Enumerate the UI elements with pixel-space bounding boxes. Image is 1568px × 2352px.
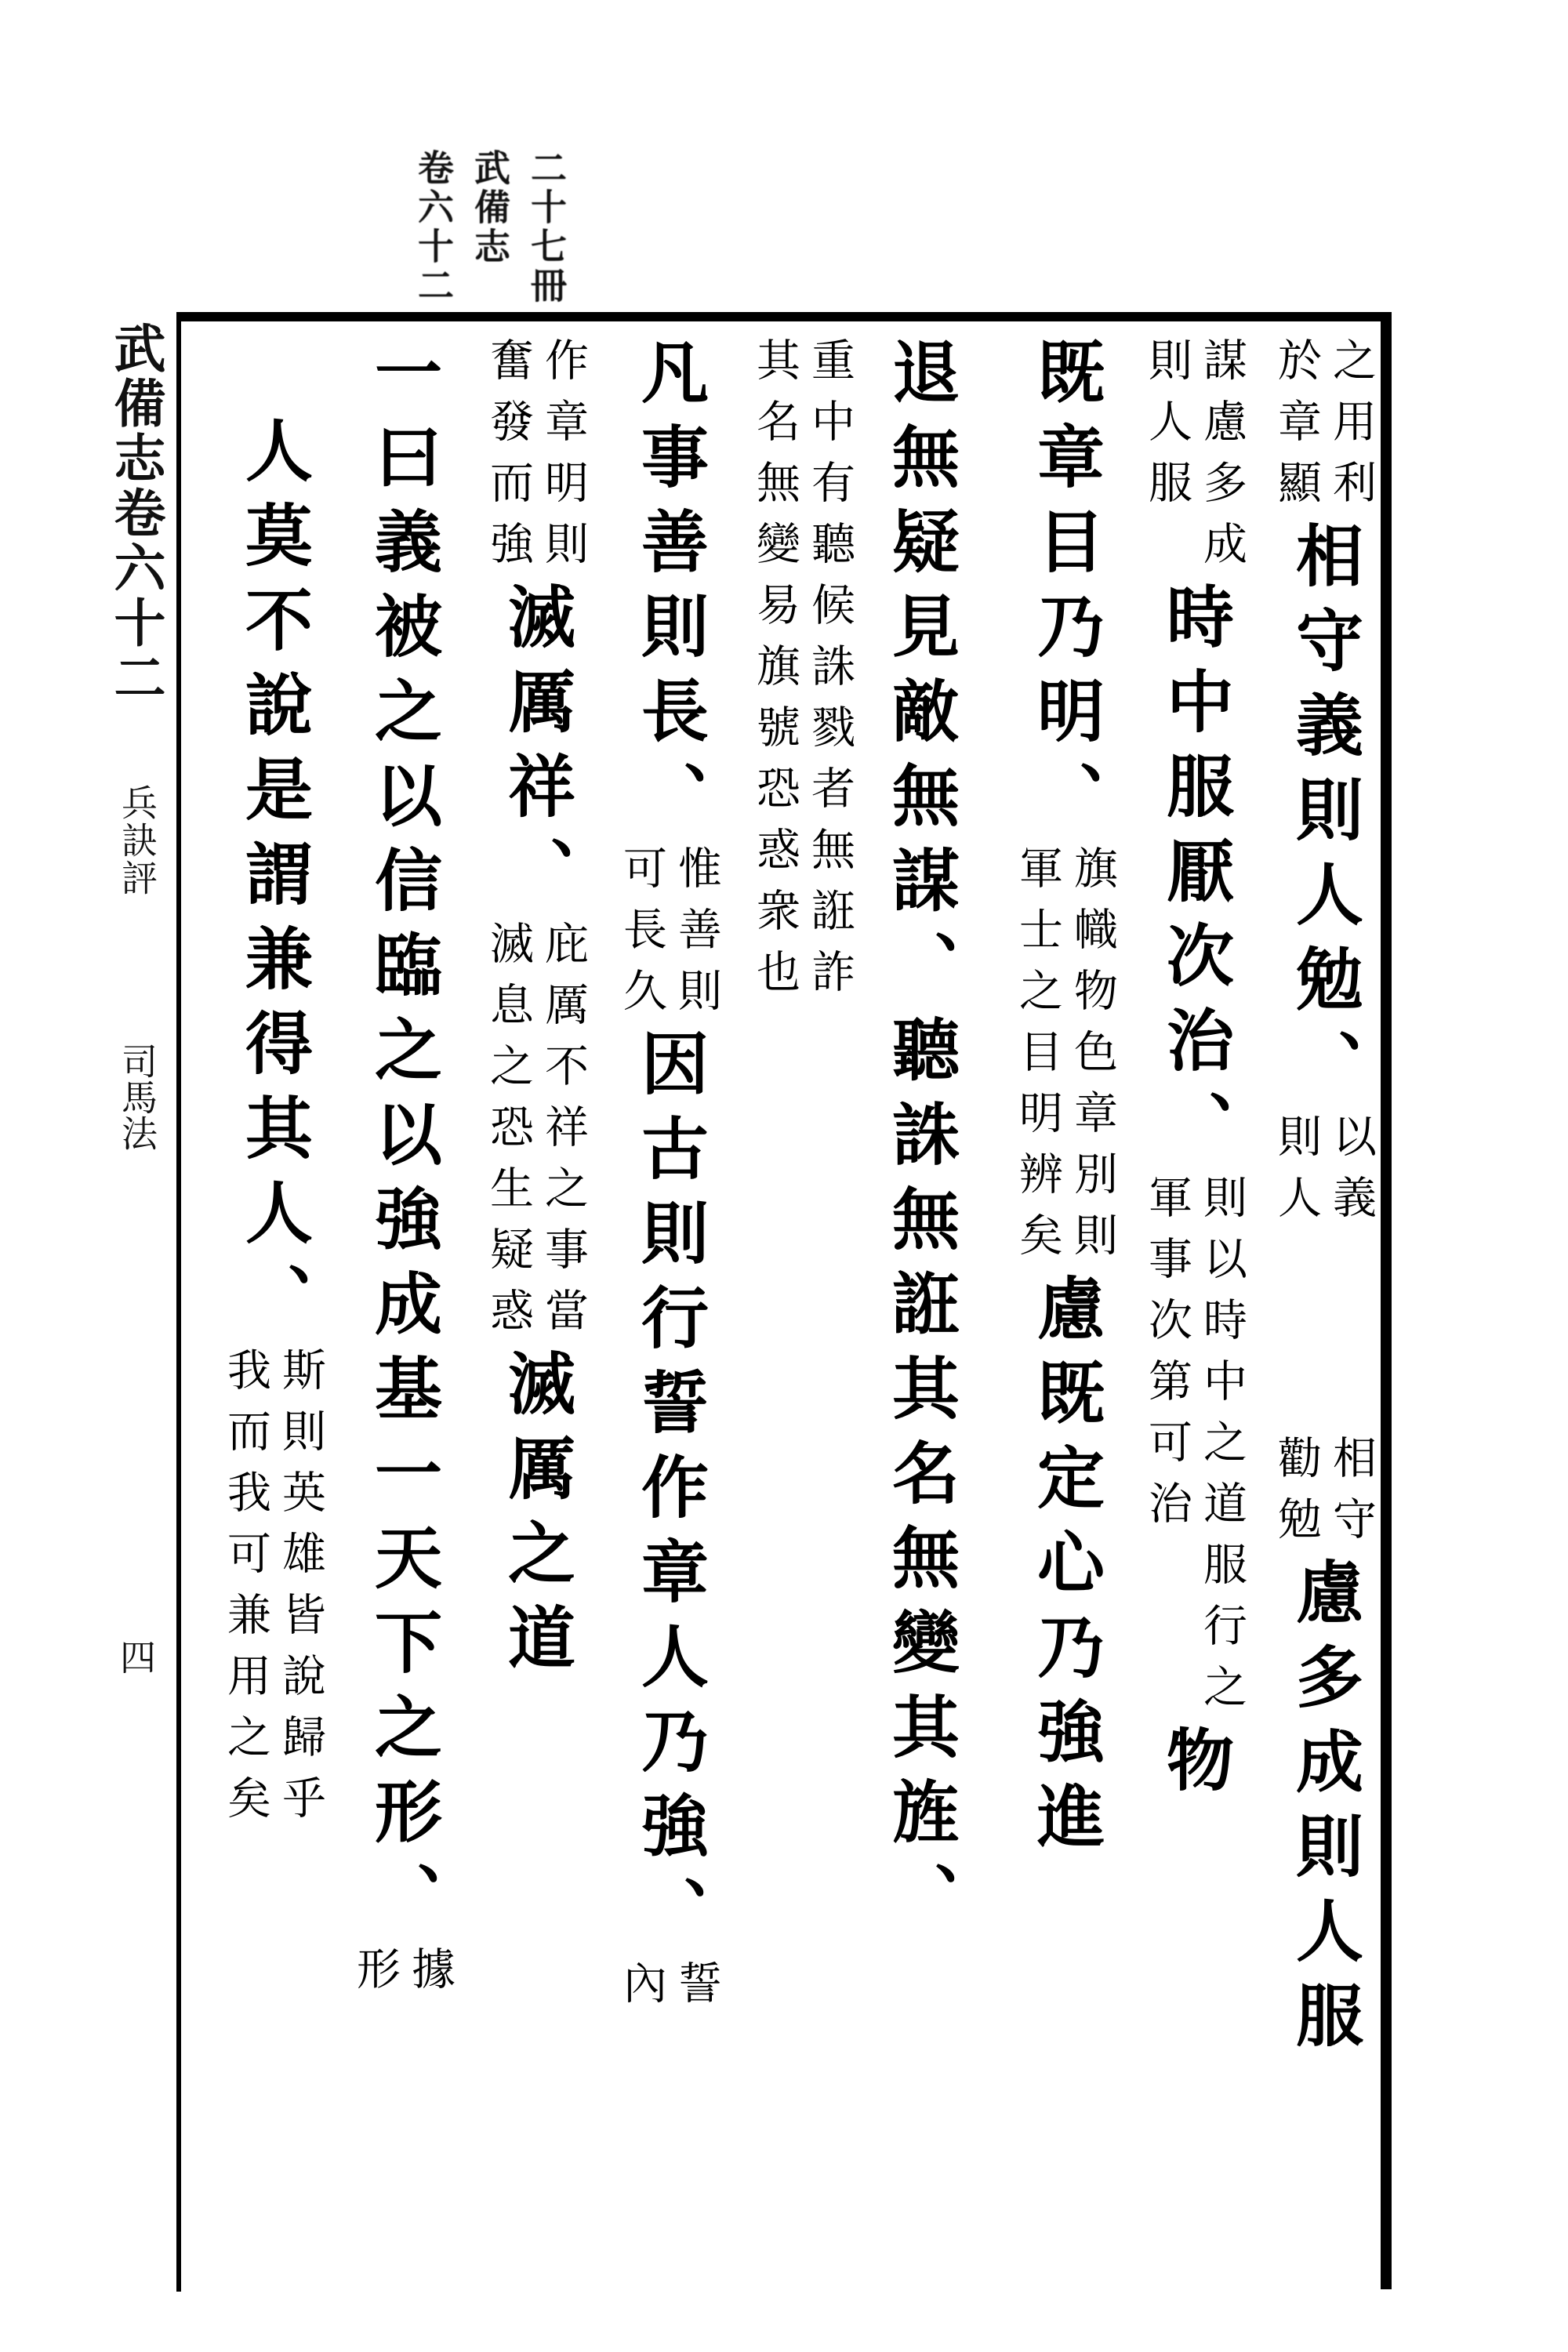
note-text: 以義 <box>1326 1113 1377 1236</box>
note-text: 惟善則 <box>671 845 722 1029</box>
note-text: 其名無變易旗號恐惑衆也 <box>750 337 800 1010</box>
main-text: 既章目乃明、 <box>1025 337 1105 845</box>
top-note-2: 武備志 <box>469 149 511 267</box>
main-text: 一曰義被之以信臨之以強成基一天下之形、 <box>363 337 442 1946</box>
text-column-2 <box>1142 337 1247 1809</box>
note-text: 之用 <box>1326 337 1377 459</box>
note-text: 滅息之恐生疑惑 <box>483 920 534 1348</box>
note-text: 奮發而強 <box>483 337 534 582</box>
text-column-1-lower <box>1271 1435 1377 2065</box>
note-text: 則人服 <box>1142 337 1192 521</box>
margin-section: 司馬法 <box>116 1043 158 1151</box>
note-text: 內 <box>616 1960 667 2021</box>
main-text: 滅厲祥、 <box>496 582 575 920</box>
note-text: 據 <box>405 1946 456 2007</box>
note-text: 我而我可兼用之矣 <box>220 1347 271 1836</box>
main-text: 滅厲之道 <box>496 1348 575 1687</box>
main-text: 人莫不說是謂兼得其人、 <box>234 416 313 1347</box>
text-column-5 <box>750 337 855 1010</box>
main-text: 退無疑見敵無謀、聽誅無誑其名無變其旌、 <box>880 337 960 1946</box>
note-text: 軍士之目明辨矣 <box>1012 845 1063 1273</box>
note-text: 謀慮多成 <box>1196 337 1247 582</box>
text-column-7 <box>483 337 589 1687</box>
note-text: 斯則英雄皆說歸乎 <box>275 1347 326 1836</box>
margin-page-mark: 四 <box>114 1639 157 1675</box>
note-text: 軍事次第可治 <box>1142 1174 1192 1541</box>
note-text: 利 <box>1326 459 1377 521</box>
note-text: 誓 <box>671 1960 722 2021</box>
note-text: 相守 <box>1326 1435 1377 1557</box>
text-column-9 <box>220 416 326 1836</box>
main-text: 相守義則人勉、 <box>1284 521 1363 1113</box>
note-text: 則以時中之道服行之 <box>1196 1174 1247 1725</box>
top-annotation <box>298 149 568 314</box>
margin-title: 武備志卷六十二 <box>105 321 166 706</box>
margin-subtitle: 兵訣評 <box>116 784 158 897</box>
main-text: 凡事善則長、 <box>630 337 709 845</box>
note-text: 庇厲不祥之事當 <box>538 920 589 1348</box>
note-text: 旗幟物色章別則 <box>1067 845 1118 1273</box>
note-text: 於章 <box>1271 337 1322 459</box>
main-text: 慮既定心乃強進 <box>1025 1273 1105 1866</box>
note-text: 顯 <box>1271 459 1322 521</box>
top-note-1: 二十七冊 <box>525 149 568 306</box>
text-column-4 <box>880 337 960 1946</box>
main-text: 慮多成則人服 <box>1284 1557 1363 2065</box>
main-text: 因古則行誓作章人乃強、 <box>630 1029 709 1960</box>
main-text: 時中服厭次治、 <box>1155 582 1234 1174</box>
text-column-3 <box>1012 337 1118 1866</box>
text-column-1 <box>1271 337 1377 1236</box>
main-text: 物 <box>1155 1725 1234 1809</box>
note-text: 勸勉 <box>1271 1435 1322 1557</box>
text-column-8 <box>350 337 456 2007</box>
margin-rule <box>176 312 181 2292</box>
note-text: 重中有聽候誅戮者無誑詐 <box>804 337 855 1010</box>
note-text: 則人 <box>1271 1113 1322 1236</box>
note-text: 可長久 <box>616 845 667 1029</box>
text-column-6 <box>616 337 722 2021</box>
top-note-3: 卷六十二 <box>412 149 455 306</box>
note-text: 作章明則 <box>538 337 589 582</box>
note-text: 形 <box>350 1946 401 2007</box>
